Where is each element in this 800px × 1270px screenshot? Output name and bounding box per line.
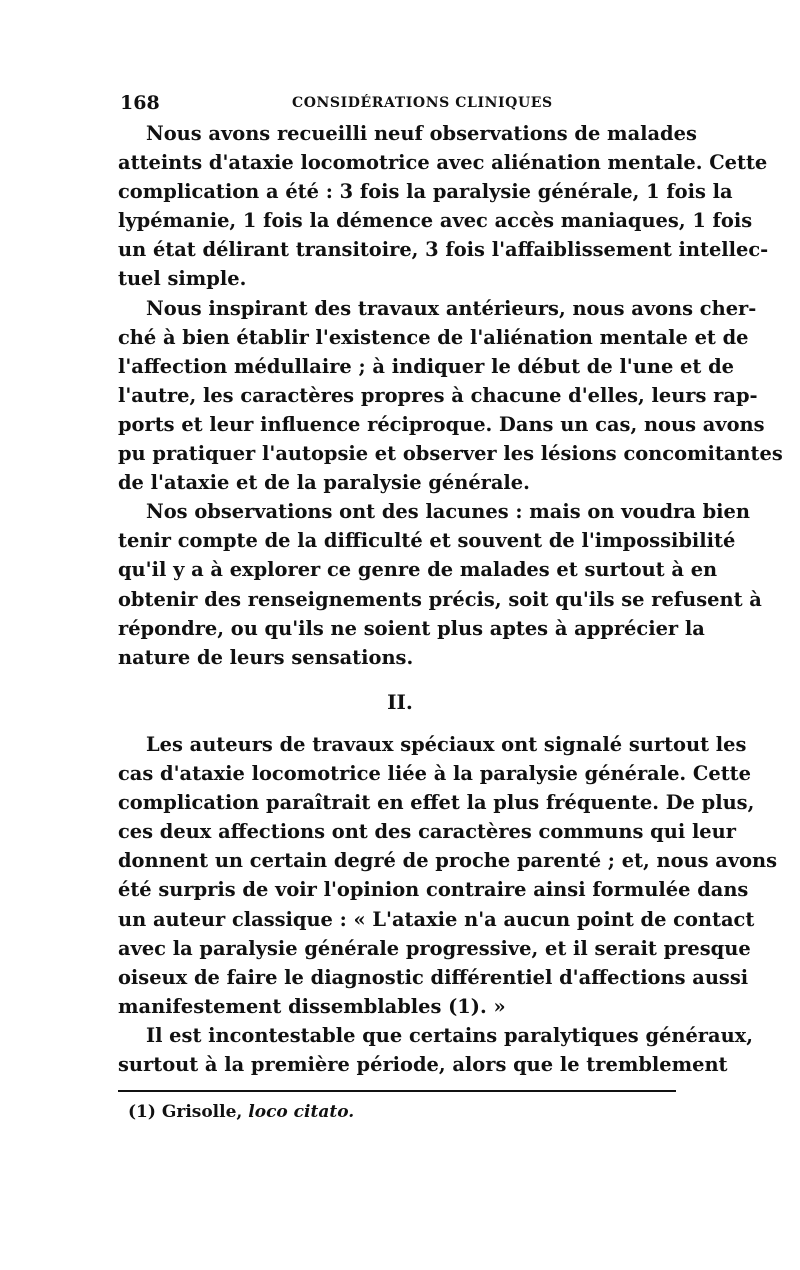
text-line: donnent un certain degré de proche parenté ; et, nous avons [118, 849, 778, 873]
running-title: CONSIDÉRATIONS CLINIQUES [292, 95, 553, 111]
text-line: lypémanie, 1 fois la démence avec accès maniaques, 1 fois [118, 209, 753, 233]
text-line: tuel simple. [118, 267, 247, 291]
text-line: Il est incontestable que certains paralytiques généraux, [146, 1023, 753, 1047]
text-line: Les auteurs de travaux spéciaux ont signalé surtout les [146, 733, 747, 756]
text-line: l'affection médullaire ; à indiquer le début de l'une et de [118, 354, 734, 378]
text-line: tenir compte de la difficulté et souvent de l'impossibilité [118, 529, 736, 553]
page-number: 168 [120, 92, 160, 114]
text-line: manifestement dissemblables (1). » [118, 994, 506, 1018]
footnote-citation: loco citato. [248, 1102, 355, 1122]
text-line: été surpris de voir l'opinion contraire ainsi formulée dans [118, 878, 749, 902]
text-line: Nous inspirant des travaux antérieurs, nous avons cher- [146, 296, 757, 320]
paragraph [118, 730, 778, 1021]
text-line: ché à bien établir l'existence de l'aliénation mentale et de [118, 325, 749, 349]
text-block-before-heading [118, 119, 783, 672]
text-line: répondre, ou qu'ils ne soient plus aptes à apprécier la [118, 616, 705, 640]
text-line: un état délirant transitoire, 3 fois l'affaiblissement intellec- [118, 238, 769, 262]
footnote [128, 1102, 354, 1122]
text-line: complication a été : 3 fois la paralysie générale, 1 fois la [118, 180, 733, 204]
text-line: surtout à la première période, alors que le tremblement [118, 1053, 728, 1077]
section-heading: II. [387, 690, 413, 714]
text-line: un auteur classique : « L'ataxie n'a aucun point de contact [118, 907, 755, 931]
footnote-rule [118, 1090, 676, 1092]
text-line: avec la paralysie générale progressive, et il serait presque [118, 936, 751, 960]
footnote-marker: (1) [128, 1102, 156, 1122]
text-line: Nos observations ont des lacunes : mais on voudra bien [146, 500, 750, 524]
text-line: complication paraîtrait en effet la plus fréquente. De plus, [118, 791, 755, 815]
paragraph [118, 119, 769, 294]
text-line: ces deux affections ont des caractères communs qui leur [118, 820, 736, 844]
text-line: Nous avons recueilli neuf observations de malades [146, 122, 697, 145]
paragraph [118, 497, 762, 672]
paragraph [118, 1021, 753, 1079]
text-line: atteints d'ataxie locomotrice avec aliénation mentale. Cette [118, 151, 768, 175]
text-line: qu'il y a à explorer ce genre de malades et surtout à en [118, 558, 718, 582]
text-line: obtenir des renseignements précis, soit qu'ils se refusent à [118, 587, 762, 611]
page-header [120, 92, 680, 116]
text-line: pu pratiquer l'autopsie et observer les lésions concomitantes [118, 442, 783, 466]
text-line: oiseux de faire le diagnostic différentiel d'affections aussi [118, 965, 749, 989]
text-line: ports et leur influence réciproque. Dans un cas, nous avons [118, 412, 765, 436]
footnote-author: Grisolle, [161, 1102, 243, 1122]
text-line: l'autre, les caractères propres à chacune d'elles, leurs rap- [118, 383, 758, 407]
text-line: nature de leurs sensations. [118, 645, 414, 669]
text-line: de l'ataxie et de la paralysie générale. [118, 471, 530, 495]
text-block-after-heading [118, 730, 778, 1079]
paragraph [118, 294, 783, 498]
text-line: cas d'ataxie locomotrice liée à la paralysie générale. Cette [118, 762, 751, 786]
